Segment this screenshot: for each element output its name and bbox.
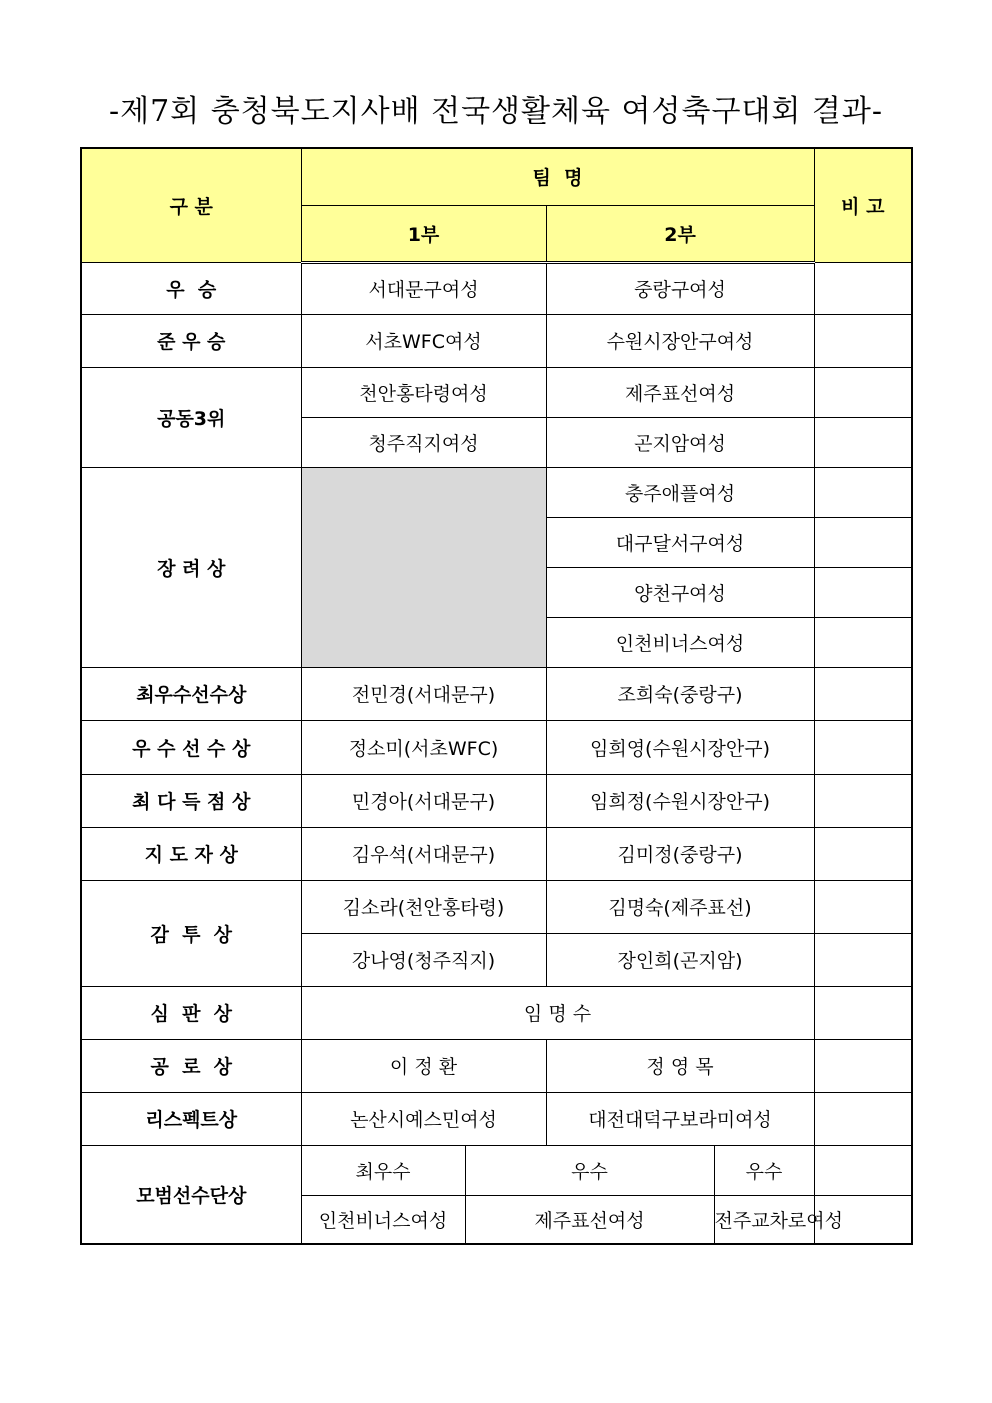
results-table (80, 147, 913, 1245)
division-2-cell: 제주표선여성 (546, 367, 814, 417)
category-label: 장 려 상 (81, 467, 301, 667)
table-row (81, 986, 912, 1039)
category-label: 감 투 상 (81, 880, 301, 986)
table-row (81, 467, 912, 517)
header-division-1: 1부 (301, 205, 546, 262)
division-1-cell: 이 정 환 (301, 1039, 546, 1092)
category-label: 공 로 상 (81, 1039, 301, 1092)
grade-cell: 우수 (465, 1145, 714, 1195)
note-cell (814, 314, 912, 367)
header-team-name: 팀 명 (301, 148, 814, 205)
category-label: 지 도 자 상 (81, 827, 301, 880)
category-label: 우 수 선 수 상 (81, 720, 301, 774)
division-1-cell: 강나영(청주직지) (301, 933, 546, 986)
division-1-cell: 김우석(서대문구) (301, 827, 546, 880)
note-cell (814, 667, 912, 720)
division-1-cell: 서대문구여성 (301, 262, 546, 314)
division-2-cell: 인천비너스여성 (546, 617, 814, 667)
note-cell (814, 1039, 912, 1092)
category-label: 우 승 (81, 262, 301, 314)
header-division-2: 2부 (546, 205, 814, 262)
division-2-cell: 임희정(수원시장안구) (546, 774, 814, 827)
note-cell (814, 567, 912, 617)
empty-division-1-cell (301, 467, 546, 667)
division-1-cell: 김소라(천안홍타령) (301, 880, 546, 933)
category-label: 모범선수단상 (81, 1145, 301, 1244)
division-2-cell: 정 영 목 (546, 1039, 814, 1092)
note-cell (814, 720, 912, 774)
note-cell (814, 986, 912, 1039)
note-cell (814, 933, 912, 986)
referee-name-cell: 임 명 수 (301, 986, 814, 1039)
table-row (81, 1145, 912, 1195)
note-cell (814, 367, 912, 417)
team-cell: 전주교차로여성 (714, 1195, 814, 1244)
category-label: 최우수선수상 (81, 667, 301, 720)
category-label: 준 우 승 (81, 314, 301, 367)
note-cell (814, 880, 912, 933)
page-title: -제7회 충청북도지사배 전국생활체육 여성축구대회 결과- (108, 94, 884, 129)
table-row (81, 1039, 912, 1092)
division-1-cell: 청주직지여성 (301, 417, 546, 467)
note-cell (814, 617, 912, 667)
note-cell (814, 827, 912, 880)
division-2-cell: 대전대덕구보라미여성 (546, 1092, 814, 1145)
division-1-cell: 논산시예스민여성 (301, 1092, 546, 1145)
division-2-cell: 충주애플여성 (546, 467, 814, 517)
table-row (81, 827, 912, 880)
note-cell (814, 1145, 912, 1195)
division-1-cell: 민경아(서대문구) (301, 774, 546, 827)
note-cell (814, 417, 912, 467)
header-note: 비 고 (814, 148, 912, 262)
division-1-cell: 천안홍타령여성 (301, 367, 546, 417)
division-2-cell: 대구달서구여성 (546, 517, 814, 567)
division-2-cell: 김미정(중랑구) (546, 827, 814, 880)
table-row (81, 774, 912, 827)
note-cell (814, 467, 912, 517)
table-row (81, 262, 912, 314)
table-row (81, 367, 912, 417)
grade-cell: 최우수 (301, 1145, 465, 1195)
division-1-cell: 전민경(서대문구) (301, 667, 546, 720)
category-label: 리스펙트상 (81, 1092, 301, 1145)
division-2-cell: 수원시장안구여성 (546, 314, 814, 367)
division-2-cell: 중랑구여성 (546, 262, 814, 314)
table-row (81, 667, 912, 720)
table-row (81, 720, 912, 774)
category-label: 심 판 상 (81, 986, 301, 1039)
team-cell: 제주표선여성 (465, 1195, 714, 1244)
grade-cell: 우수 (714, 1145, 814, 1195)
category-label: 최 다 득 점 상 (81, 774, 301, 827)
division-2-cell: 양천구여성 (546, 567, 814, 617)
division-2-cell: 곤지암여성 (546, 417, 814, 467)
table-row (81, 880, 912, 933)
note-cell (814, 517, 912, 567)
note-cell (814, 262, 912, 314)
table-row (81, 314, 912, 367)
division-2-cell: 장인희(곤지암) (546, 933, 814, 986)
team-cell: 인천비너스여성 (301, 1195, 465, 1244)
division-2-cell: 임희영(수원시장안구) (546, 720, 814, 774)
division-1-cell: 서초WFC여성 (301, 314, 546, 367)
division-2-cell: 김명숙(제주표선) (546, 880, 814, 933)
note-cell (814, 1092, 912, 1145)
category-label: 공동3위 (81, 367, 301, 467)
header-category: 구 분 (81, 148, 301, 262)
table-row (81, 1092, 912, 1145)
division-1-cell: 정소미(서초WFC) (301, 720, 546, 774)
division-2-cell: 조희숙(중랑구) (546, 667, 814, 720)
note-cell (814, 774, 912, 827)
